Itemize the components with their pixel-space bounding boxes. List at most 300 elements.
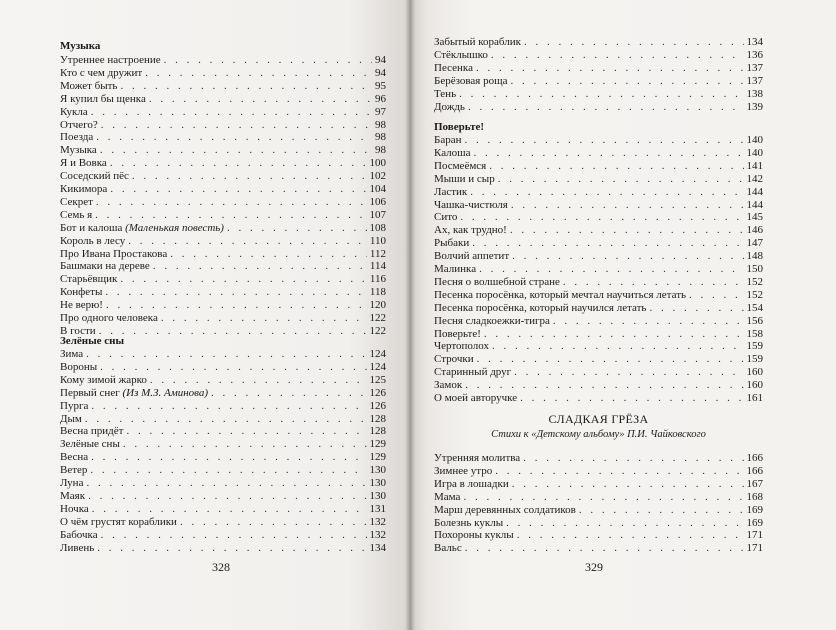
entry-page-number: 120	[369, 299, 386, 312]
entry-title	[60, 273, 117, 286]
entry-page-number: 171	[746, 542, 763, 555]
entry-title-text: Не верю!	[60, 299, 103, 312]
entry-title-text: Сито	[434, 211, 458, 224]
toc-entry[interactable]	[60, 516, 386, 529]
entry-title	[434, 75, 507, 88]
entry-title-text: Посмеёмся	[434, 159, 487, 172]
entry-page-number: 138	[746, 87, 763, 100]
entry-title	[60, 248, 167, 261]
toc-entry[interactable]	[434, 147, 763, 160]
entry-page-number: 131	[369, 502, 386, 515]
dot-leader	[149, 93, 372, 106]
entry-title-text: Весна	[60, 451, 89, 464]
entry-title	[60, 209, 92, 222]
toc-entry[interactable]	[60, 144, 386, 157]
entry-title-text: Я купил бы щенка	[60, 92, 146, 105]
entry-page-number: 98	[375, 118, 386, 131]
dot-leader	[524, 36, 744, 49]
entry-title	[434, 289, 686, 302]
toc-entry[interactable]	[60, 54, 386, 67]
entry-title	[60, 542, 94, 555]
entry-title	[434, 328, 481, 341]
entry-title	[434, 186, 467, 199]
toc-entry[interactable]	[60, 209, 386, 222]
dot-leader	[128, 235, 367, 248]
entry-page-number: 150	[746, 263, 763, 275]
entry-page-number: 97	[375, 105, 386, 118]
toc-entry[interactable]	[434, 173, 763, 186]
entry-page-number: 152	[746, 288, 763, 301]
entry-page-number: 159	[746, 340, 763, 353]
entry-title	[60, 312, 158, 325]
toc-entry[interactable]	[60, 451, 386, 464]
toc-entry[interactable]	[434, 36, 763, 49]
entry-title-text: Бот и калоша	[60, 221, 123, 234]
entry-title-text: Вальс	[434, 542, 462, 555]
entry-title-text: Дождь	[434, 100, 465, 113]
entry-title-text: Дым	[60, 412, 82, 425]
toc-entry[interactable]	[434, 75, 763, 88]
entry-title	[434, 465, 492, 478]
toc-entry[interactable]	[60, 235, 386, 248]
entry-title	[60, 119, 98, 132]
toc-entry[interactable]	[60, 131, 386, 144]
entry-page-number: 158	[746, 327, 763, 340]
toc-entry[interactable]	[434, 237, 763, 250]
entry-title-text: Игра в лошадки	[434, 477, 509, 490]
toc-entry[interactable]	[60, 312, 386, 325]
entry-title	[60, 93, 146, 106]
entry-title-text: Семь я	[60, 208, 93, 221]
entry-title	[434, 452, 520, 465]
entry-title-text: Замок	[434, 379, 463, 392]
entry-title-text: О моей авторучке	[434, 392, 518, 404]
toc-entry[interactable]	[434, 517, 763, 530]
entry-title	[60, 451, 88, 464]
dot-leader	[511, 199, 744, 212]
entry-title-text: Соседский пёс	[60, 170, 129, 183]
entry-page-number: 141	[746, 159, 763, 172]
dot-leader	[120, 273, 367, 286]
section-title-green-dreams: Зелёные сны	[60, 335, 125, 347]
entry-title-text: Песенка поросёнка, который мечтал научиться летать	[434, 288, 687, 301]
toc-entry[interactable]	[434, 186, 763, 199]
toc-entry[interactable]	[434, 263, 763, 276]
dot-leader	[110, 183, 366, 196]
dot-leader	[88, 490, 366, 503]
entry-page-number: 171	[746, 529, 763, 542]
dot-leader	[506, 517, 743, 530]
toc-entry[interactable]	[434, 542, 763, 555]
entry-title-text: Тень	[434, 87, 457, 100]
toc-entry[interactable]	[434, 504, 763, 517]
entry-title-text: Ластик	[434, 185, 468, 198]
entry-title	[60, 413, 82, 426]
entry-title	[434, 379, 462, 392]
toc-entry[interactable]	[60, 542, 386, 555]
entry-title	[60, 183, 107, 196]
entry-page-number: 166	[746, 452, 763, 464]
toc-entry[interactable]	[60, 490, 386, 503]
toc-entry[interactable]	[60, 67, 386, 80]
toc-entry[interactable]	[60, 438, 386, 451]
entry-title-text: Рыбаки	[434, 237, 470, 250]
entry-title-text: Старьёвщик	[60, 273, 118, 286]
entry-title	[60, 106, 88, 119]
dot-leader	[563, 276, 744, 289]
entry-title	[434, 88, 456, 101]
dot-leader	[465, 542, 744, 555]
entry-page-number: 137	[746, 74, 763, 87]
dot-leader	[110, 157, 367, 170]
dot-leader	[90, 464, 366, 477]
entry-page-number: 96	[375, 92, 386, 105]
entry-page-number: 98	[375, 144, 386, 157]
toc-entry[interactable]	[434, 491, 763, 504]
dot-leader	[514, 366, 743, 379]
entry-page-number: 129	[369, 451, 386, 464]
toc-entry[interactable]	[60, 387, 386, 400]
entry-title	[434, 366, 511, 379]
toc-entry[interactable]	[434, 529, 763, 542]
dot-leader	[153, 260, 367, 273]
dot-leader	[498, 173, 744, 186]
entry-subtitle: (Маленькая повесть)	[125, 221, 224, 234]
entry-title-text: Отчего?	[60, 118, 98, 131]
entry-title	[434, 49, 488, 62]
entry-page-number: 147	[746, 237, 763, 250]
entry-page-number: 169	[746, 516, 763, 529]
dot-leader	[510, 224, 744, 237]
toc-entry[interactable]	[434, 353, 763, 366]
entry-page-number: 108	[369, 221, 386, 234]
entry-title-text: Весна придёт	[60, 425, 124, 438]
entry-title	[434, 340, 489, 353]
dot-leader	[510, 75, 743, 88]
entry-page-number: 140	[746, 134, 763, 146]
dot-leader	[517, 529, 744, 542]
entry-title-text: Калоша	[434, 146, 471, 159]
dot-leader	[132, 170, 367, 183]
toc-entry[interactable]	[434, 211, 763, 224]
dot-leader	[227, 222, 367, 235]
toc-entry[interactable]	[434, 452, 763, 465]
dot-leader	[106, 299, 367, 312]
entry-page-number: 95	[375, 79, 386, 92]
toc-entry[interactable]	[60, 477, 386, 490]
book-gutter	[405, 0, 415, 630]
entry-page-number: 116	[369, 273, 386, 286]
toc-entry[interactable]	[60, 183, 386, 196]
entry-page-number: 122	[369, 312, 386, 324]
toc-entry[interactable]	[60, 348, 386, 361]
dot-leader	[92, 503, 367, 516]
dot-leader	[105, 286, 367, 299]
toc-entry[interactable]	[434, 199, 763, 212]
entry-page-number: 100	[369, 157, 386, 170]
toc-entry[interactable]	[434, 366, 763, 379]
entry-title-text: Стёклышко	[434, 48, 488, 61]
entry-page-number: 148	[746, 250, 763, 263]
entry-title-text: Поверьте!	[434, 327, 481, 340]
entry-title	[60, 235, 125, 248]
toc-entry[interactable]	[434, 276, 763, 289]
dot-leader	[91, 106, 372, 119]
entry-title	[434, 173, 495, 186]
dot-leader	[85, 413, 367, 426]
entry-page-number: 161	[746, 392, 763, 404]
entry-title-text: Чертополох	[434, 340, 490, 353]
toc-entry[interactable]	[434, 465, 763, 478]
entry-title	[434, 199, 508, 212]
entry-title	[60, 387, 208, 400]
toc-entry[interactable]	[60, 106, 386, 119]
entry-page-number: 122	[369, 324, 386, 337]
entry-page-number: 124	[369, 360, 386, 373]
entry-title-text: Мыши и сыр	[434, 172, 495, 185]
dot-leader	[512, 250, 743, 263]
entry-title	[434, 62, 473, 75]
entry-title-text: Король в лесу	[60, 234, 126, 247]
toc-entry[interactable]	[434, 250, 763, 263]
entry-title	[434, 134, 461, 147]
dot-leader	[491, 49, 744, 62]
entry-subtitle: (Из М.З. Аминова)	[122, 386, 209, 399]
toc-entry[interactable]	[60, 425, 386, 438]
dot-leader	[96, 196, 367, 209]
entry-title-text: Мама	[434, 490, 461, 503]
toc-entry[interactable]	[60, 196, 386, 209]
entry-title	[60, 157, 107, 170]
entry-title-text: Болезнь куклы	[434, 516, 504, 529]
entry-title	[60, 144, 97, 157]
entry-page-number: 145	[746, 211, 763, 224]
dot-leader	[579, 504, 744, 517]
entry-title-text: Луна	[60, 477, 84, 489]
toc-entry[interactable]	[434, 289, 763, 302]
entry-title	[434, 224, 507, 237]
toc-entry[interactable]	[434, 478, 763, 491]
entry-page-number: 144	[746, 198, 763, 211]
dot-leader	[170, 248, 367, 261]
entry-title	[434, 392, 517, 405]
dot-leader	[101, 529, 367, 542]
entry-page-number: 139	[746, 100, 763, 113]
toc-entry[interactable]	[60, 413, 386, 426]
entry-title-text: Баран	[434, 134, 462, 146]
entry-page-number: 126	[369, 399, 386, 412]
entry-page-number: 159	[746, 353, 763, 366]
entry-page-number: 124	[369, 348, 386, 360]
entry-title-text: О чём грустят кораблики	[60, 515, 177, 528]
dot-leader	[123, 438, 367, 451]
dot-leader	[479, 263, 743, 276]
entry-title-text: Песня о волшебной стране	[434, 275, 560, 288]
toc-entry[interactable]	[60, 222, 386, 235]
entry-page-number: 169	[746, 503, 763, 516]
entry-page-number: 168	[746, 490, 763, 503]
toc-entry[interactable]	[434, 160, 763, 173]
entry-title-text: Кому зимой жарко	[60, 373, 147, 386]
entry-page-number: 129	[369, 438, 386, 451]
toc-entry[interactable]	[60, 80, 386, 93]
entry-page-number: 132	[369, 528, 386, 541]
toc-entry[interactable]	[60, 361, 386, 374]
entry-title-text: Малинка	[434, 263, 477, 275]
page-number-right: 329	[585, 560, 603, 574]
dot-leader	[164, 54, 372, 67]
entry-title	[434, 315, 550, 328]
dot-leader	[459, 88, 743, 101]
entry-title	[60, 196, 93, 209]
entry-page-number: 94	[375, 54, 386, 66]
entry-page-number: 118	[369, 286, 386, 299]
toc-entry[interactable]	[60, 170, 386, 183]
entry-title	[60, 131, 93, 144]
toc-entry[interactable]	[434, 134, 763, 147]
entry-title-text: Первый снег	[60, 386, 120, 399]
entry-title-text: Песенка	[434, 61, 473, 74]
dot-leader	[472, 237, 743, 250]
entry-page-number: 166	[746, 464, 763, 477]
toc-entry[interactable]	[60, 529, 386, 542]
dot-leader	[100, 361, 366, 374]
toc-entry[interactable]	[60, 248, 386, 261]
entry-title	[60, 425, 123, 438]
entry-title	[434, 250, 509, 263]
dot-leader	[512, 478, 744, 491]
entry-title	[434, 36, 521, 49]
dot-leader	[101, 119, 372, 132]
dot-leader	[492, 340, 743, 353]
toc-entry[interactable]	[60, 157, 386, 170]
entry-title-text: Ветер	[60, 464, 88, 477]
entry-page-number: 160	[746, 366, 763, 379]
entry-title	[434, 237, 469, 250]
entry-title-text: Песня сладкоежки-тигра	[434, 314, 550, 327]
dot-leader	[470, 186, 743, 199]
entry-page-number: 134	[746, 36, 763, 48]
entry-page-number: 160	[746, 379, 763, 392]
dot-leader	[150, 374, 367, 387]
entry-title-text: Вороны	[60, 360, 98, 373]
toc-entry[interactable]	[60, 93, 386, 106]
dot-leader	[126, 425, 366, 438]
entry-title	[434, 302, 646, 315]
entry-title	[434, 478, 509, 491]
entry-title-text: Музыка	[60, 144, 97, 157]
dot-leader	[468, 101, 744, 114]
entry-title	[60, 477, 83, 490]
entry-title-text: Ливень	[60, 541, 95, 554]
entry-title	[434, 276, 560, 289]
toc-entry[interactable]	[60, 374, 386, 387]
toc-entry[interactable]	[434, 328, 763, 341]
entry-page-number: 142	[746, 172, 763, 185]
toc-entry[interactable]	[434, 379, 763, 392]
dot-leader	[476, 62, 744, 75]
entry-title	[434, 211, 457, 224]
page-number-left: 328	[212, 560, 230, 574]
entry-title-text: Кто с чем дружит	[60, 66, 143, 79]
entry-title	[60, 464, 87, 477]
section-title-believe: Поверьте!	[434, 121, 485, 133]
entry-title-text: Зелёные сны	[60, 438, 120, 451]
dot-leader	[91, 400, 366, 413]
dot-leader	[145, 67, 372, 80]
toc-entry[interactable]	[434, 315, 763, 328]
toc-entry[interactable]	[60, 119, 386, 132]
toc-entry[interactable]	[60, 503, 386, 516]
entry-title	[60, 374, 147, 387]
toc-entry[interactable]	[60, 400, 386, 413]
entry-title	[60, 260, 150, 273]
toc-entry[interactable]	[434, 49, 763, 62]
toc-entry[interactable]	[434, 392, 763, 405]
dot-leader	[464, 134, 743, 147]
entry-title-text: Утреннее настроение	[60, 54, 161, 66]
entry-page-number: 134	[369, 541, 386, 554]
entry-title	[434, 353, 474, 366]
entry-title-text: Берёзовая роща	[434, 74, 508, 87]
entry-title-text: Конфеты	[60, 286, 103, 299]
entry-title-text: Кукла	[60, 105, 88, 118]
dot-leader	[689, 289, 743, 302]
entry-title-text: Ах, как трудно!	[434, 224, 507, 237]
entry-title	[60, 54, 161, 67]
entry-title-text: Маяк	[60, 489, 86, 502]
entry-title-text: Забытый кораблик	[434, 36, 521, 48]
toc-entry[interactable]	[434, 302, 763, 315]
dot-leader	[495, 465, 743, 478]
entry-page-number: 98	[375, 131, 386, 144]
dot-leader	[86, 477, 366, 490]
toc-entry[interactable]	[60, 464, 386, 477]
entry-page-number: 102	[369, 170, 386, 183]
entry-title	[434, 101, 465, 114]
toc-entry[interactable]	[60, 260, 386, 273]
dot-leader	[100, 144, 372, 157]
entry-title	[434, 263, 476, 276]
entry-title-text: Я и Вовка	[60, 157, 107, 170]
entry-title	[60, 170, 129, 183]
entry-title-text: Похороны куклы	[434, 529, 514, 542]
entry-page-number: 128	[369, 412, 386, 425]
toc-entry[interactable]	[434, 224, 763, 237]
entry-title-text: Утренняя молитва	[434, 452, 521, 464]
entry-page-number: 126	[369, 386, 386, 399]
dot-leader	[97, 542, 366, 555]
entry-page-number: 144	[746, 185, 763, 198]
toc-entry[interactable]	[434, 62, 763, 75]
entry-title-text: Чашка-чистюля	[434, 198, 508, 211]
toc-entry[interactable]	[60, 273, 386, 286]
dot-leader	[465, 379, 743, 392]
dot-leader	[91, 451, 366, 464]
entry-page-number: 106	[369, 195, 386, 208]
entry-title-text: В гости	[60, 324, 96, 337]
toc-entry[interactable]	[434, 340, 763, 353]
entry-title-text: Ночка	[60, 502, 89, 515]
toc-entry[interactable]	[60, 286, 386, 299]
entry-title	[60, 400, 88, 413]
entry-page-number: 130	[369, 477, 386, 489]
toc-entry[interactable]	[60, 299, 386, 312]
toc-entry[interactable]	[434, 88, 763, 101]
entry-title-text: Секрет	[60, 195, 93, 208]
dot-leader	[649, 302, 743, 315]
toc-entry[interactable]	[434, 101, 763, 114]
